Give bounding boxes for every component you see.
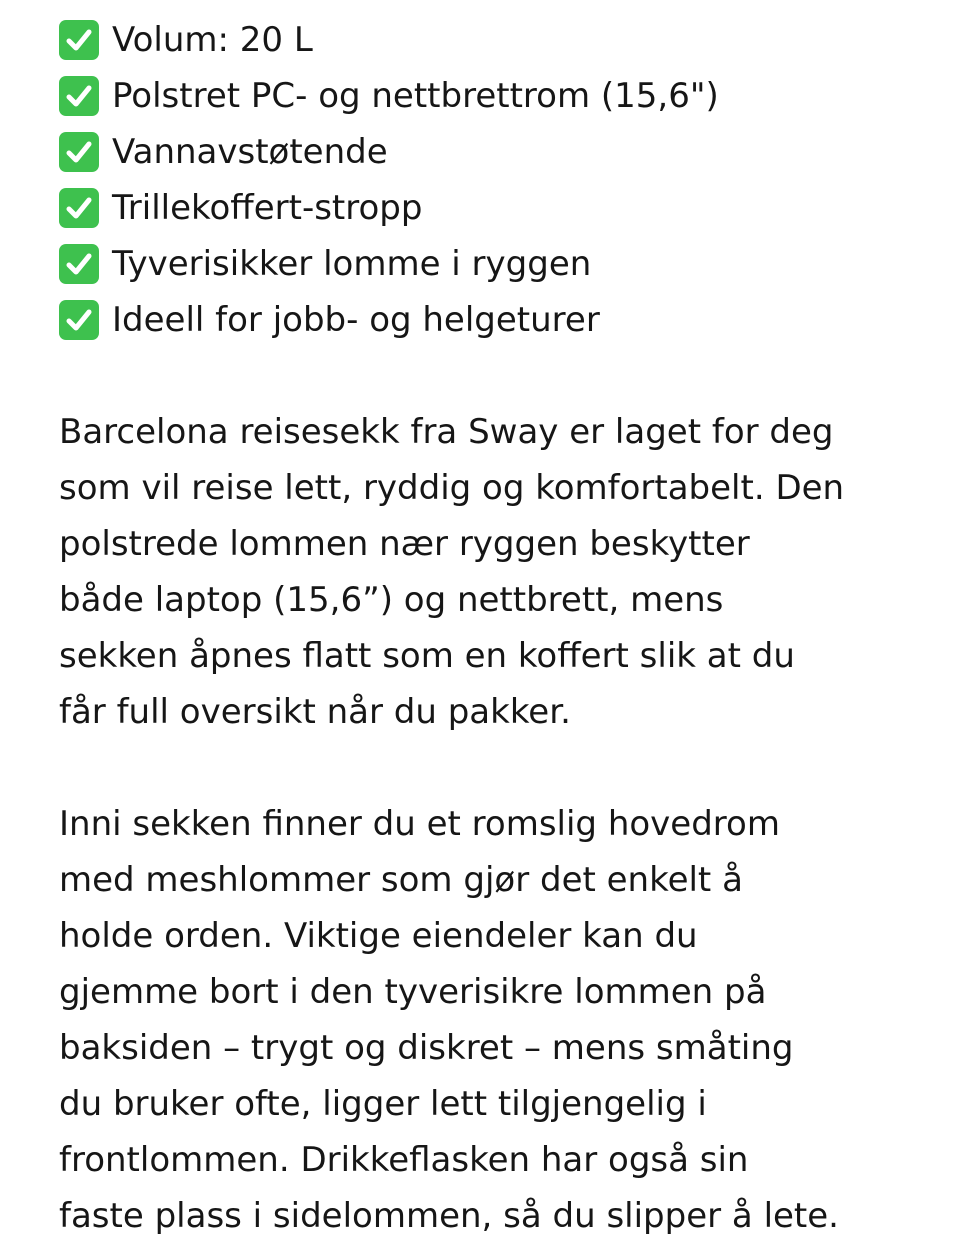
- feature-item: [59, 236, 939, 292]
- feature-text: Polstret PC- og nettbrettrom (15,6"): [112, 76, 719, 116]
- feature-item: [59, 68, 939, 124]
- paragraph-line: frontlommen. Drikkeflasken har også sin: [59, 1140, 749, 1180]
- description-paragraph: [59, 796, 939, 1244]
- check-mark-icon: [59, 300, 99, 340]
- product-description: [59, 12, 939, 1244]
- feature-item: [59, 180, 939, 236]
- check-mark-icon: [59, 132, 99, 172]
- check-mark-icon: [59, 76, 99, 116]
- feature-text: Tyverisikker lomme i ryggen: [112, 244, 592, 284]
- feature-item: [59, 292, 939, 348]
- paragraph-line: baksiden – trygt og diskret – mens småting: [59, 1028, 794, 1068]
- paragraph-line: både laptop (15,6”) og nettbrett, mens: [59, 580, 724, 620]
- feature-text: Trillekoffert-stropp: [112, 188, 423, 228]
- check-mark-icon: [59, 188, 99, 228]
- description-paragraph: [59, 404, 939, 740]
- paragraph-line: sekken åpnes flatt som en koffert slik at du: [59, 636, 795, 676]
- paragraph-line: polstrede lommen nær ryggen beskytter: [59, 524, 750, 564]
- feature-text: Ideell for jobb- og helgeturer: [112, 300, 600, 340]
- feature-list: [59, 12, 939, 348]
- feature-item: [59, 124, 939, 180]
- check-mark-icon: [59, 244, 99, 284]
- paragraph-line: Barcelona reisesekk fra Sway er laget for deg: [59, 412, 834, 452]
- check-mark-icon: [59, 20, 99, 60]
- paragraph-line: du bruker ofte, ligger lett tilgjengelig i: [59, 1084, 707, 1124]
- paragraph-line: får full oversikt når du pakker.: [59, 692, 571, 732]
- paragraph-line: gjemme bort i den tyverisikre lommen på: [59, 972, 767, 1012]
- paragraph-line: Inni sekken finner du et romslig hovedrom: [59, 804, 780, 844]
- feature-text: Vannavstøtende: [112, 132, 388, 172]
- paragraph-line: som vil reise lett, ryddig og komfortabelt. Den: [59, 468, 845, 508]
- feature-text: Volum: 20 L: [112, 20, 313, 60]
- paragraph-line: faste plass i sidelommen, så du slipper å lete.: [59, 1196, 839, 1236]
- feature-item: [59, 12, 939, 68]
- paragraph-line: med meshlommer som gjør det enkelt å: [59, 860, 743, 900]
- paragraph-line: holde orden. Viktige eiendeler kan du: [59, 916, 698, 956]
